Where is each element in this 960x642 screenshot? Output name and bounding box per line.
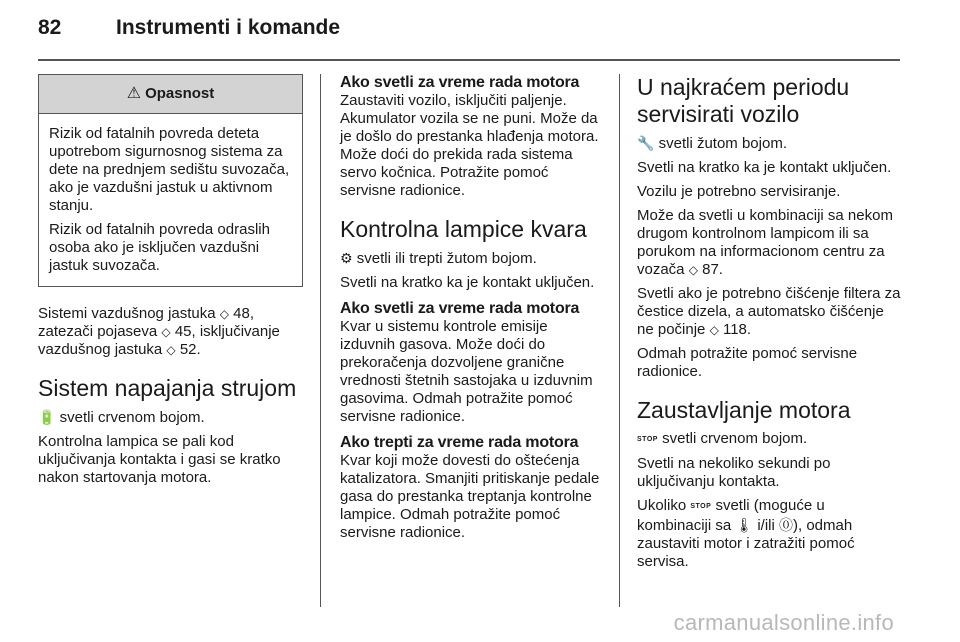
power-status: 🔋 svetli crvenom bojom.	[38, 409, 205, 426]
airbag-references: Sistemi vazdušnog jastuka ◇ 48, zatezači pojaseva ◇ 45, isključivanje vazdušnog jastuka ◇ 52.	[38, 305, 280, 358]
lit-text: Kvar u sistemu kontrole emisije izduvnih gasova. Može doći do prekoračenja dozvoljene granične vrednosti štetnih sastojaka u izduvnim gasovima. Odmah potražite pomoć servisne radionice.	[340, 318, 593, 425]
header-rule	[38, 59, 900, 61]
warning-triangle-icon: ⚠	[126, 85, 142, 102]
page-section-title: Instrumenti i komande	[116, 16, 341, 39]
page-header	[38, 16, 340, 50]
stop-icon: STOP	[637, 436, 658, 443]
reference-arrow-icon: ◇	[219, 307, 229, 321]
footer-watermark: carmanualsonline.info	[673, 610, 894, 635]
reference-arrow-icon: ◇	[709, 323, 719, 337]
service-text: Svetli ako je potrebno čišćenje filtera za čestice dizela, a automatsko čišćenje ne počinje ◇ 118.	[637, 285, 901, 338]
running-text: Zaustaviti vozilo, isključiti paljenje. Akumulator vozila se ne puni. Može da je došlo do prestanka hlađenja motora. Može doći do prekida rada sistema servo kočnica. Potražite pomoć servisne radionice.	[340, 92, 599, 199]
stop-text: Svetli na nekoliko sekundi po uključivanju kontakta.	[637, 455, 831, 490]
service-text: Može da svetli u kombinaciji sa nekom drugom kontrolnom lampicom ili sa porukom na informacionom centru za vozača ◇ 87.	[637, 207, 893, 278]
subheading-flash: Ako trepti za vreme rada motora	[340, 434, 579, 451]
service-text: Svetli na kratko ka je kontakt uključen.	[637, 159, 892, 176]
subheading-running: Ako svetli za vreme rada motora	[340, 74, 580, 91]
page-number: 82	[38, 16, 62, 39]
warning-header	[39, 75, 302, 114]
page-reference[interactable]: 118	[722, 321, 747, 338]
warning-box	[38, 74, 303, 287]
stop-icon: STOP	[690, 503, 712, 510]
battery-icon: 🔋	[38, 409, 56, 425]
wrench-car-icon: 🔧	[637, 135, 655, 151]
warning-paragraph: Rizik od fatalnih povreda odraslih osoba ako je isključen vazdušni jastuk suvozača.	[49, 221, 270, 274]
stop-text: Ukoliko STOP svetli (moguće u kombinaciji sa 🌡 i/ili ⓪), odmah zaustaviti motor i zatražiti pomoć servisa.	[637, 497, 855, 570]
section-heading-fault: Kontrolna lampice kvara	[340, 216, 587, 242]
page-reference[interactable]: 87	[702, 261, 719, 278]
page-reference[interactable]: 48	[233, 305, 250, 322]
column-divider	[320, 74, 321, 607]
power-description: Kontrolna lampica se pali kod uključivanja kontakta i gasi se kratko nakon startovanja motora.	[38, 433, 281, 486]
reference-arrow-icon: ◇	[688, 263, 698, 277]
fault-description: Svetli na kratko ka je kontakt uključen.	[340, 274, 595, 291]
column-3	[637, 74, 903, 577]
section-heading-power: Sistem napajanja strujom	[38, 375, 297, 401]
section-heading-stop: Zaustavljanje motora	[637, 397, 851, 423]
warning-paragraph: Rizik od fatalnih povreda deteta upotrebom sigurnosnog sistema za dete na prednjem sedištu suvozača, ako je vazdušni jastuk u aktivnom stanju.	[49, 125, 290, 214]
service-status: 🔧 svetli žutom bojom.	[637, 135, 787, 152]
service-text: Vozilu je potrebno servisiranje.	[637, 183, 841, 200]
column-divider	[619, 74, 620, 607]
section-heading-service: U najkraćem periodu servisirati vozilo	[637, 74, 850, 127]
column-2	[340, 74, 606, 548]
column-1	[38, 74, 303, 493]
subheading-lit: Ako svetli za vreme rada motora	[340, 300, 580, 317]
service-text: Odmah potražite pomoć servisne radionice.	[637, 345, 858, 380]
reference-arrow-icon: ◇	[161, 325, 171, 339]
warning-title: Opasnost	[145, 85, 215, 102]
warning-body	[39, 114, 302, 286]
engine-icon: ⚙	[340, 250, 353, 266]
stop-status: STOP svetli crvenom bojom.	[637, 430, 808, 447]
fault-status: ⚙ svetli ili trepti žutom bojom.	[340, 250, 537, 267]
page-reference[interactable]: 45	[174, 323, 192, 340]
brake-warning-icon: ⓪	[779, 517, 793, 533]
flash-text: Kvar koji može dovesti do oštećenja katalizatora. Smanjiti pritiskanje pedale gasa do prestanka treptanja kontrolne lampice. Odmah potražite pomoć servisne radionice.	[340, 452, 600, 541]
coolant-temperature-icon: 🌡	[735, 517, 754, 533]
page-reference[interactable]: 52	[179, 341, 197, 358]
reference-arrow-icon: ◇	[166, 343, 176, 357]
